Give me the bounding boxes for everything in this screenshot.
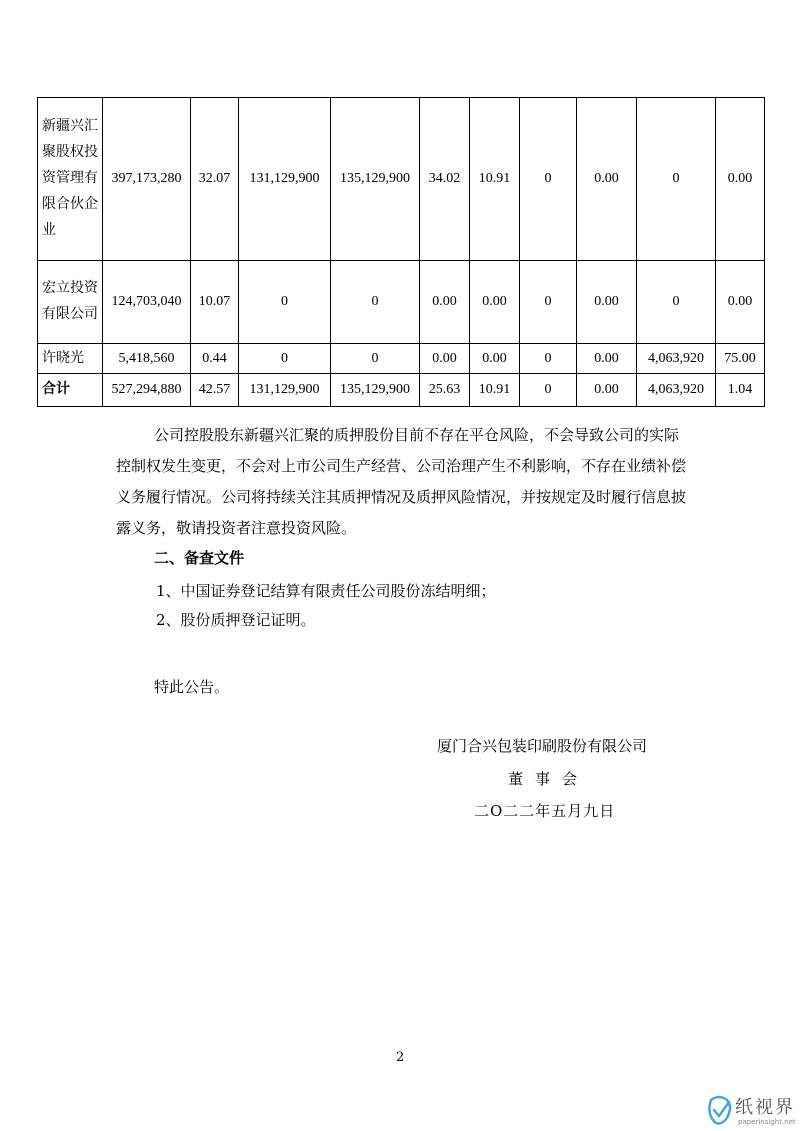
table-cell: 135,129,900 bbox=[331, 374, 420, 407]
table-cell: 135,129,900 bbox=[331, 98, 420, 261]
table-cell: 0.00 bbox=[716, 261, 765, 344]
table-row bbox=[38, 98, 765, 261]
shareholder-name: 宏立投资有限公司 bbox=[38, 261, 103, 344]
watermark-text: 纸视界 bbox=[735, 1097, 795, 1118]
table-cell: 4,063,920 bbox=[637, 374, 716, 407]
table-cell: 42.57 bbox=[191, 374, 239, 407]
table-row bbox=[38, 374, 765, 407]
table-cell: 0.00 bbox=[420, 344, 470, 374]
shareholder-name: 合计 bbox=[38, 374, 103, 407]
page-number: 2 bbox=[396, 1050, 405, 1065]
table-cell: 0.00 bbox=[577, 344, 637, 374]
shareholder-name: 许晓光 bbox=[38, 344, 103, 374]
list-item: 1、中国证券登记结算有限责任公司股份冻结明细； bbox=[156, 582, 496, 600]
table-cell: 397,173,280 bbox=[103, 98, 191, 261]
table-cell: 25.63 bbox=[420, 374, 470, 407]
table-cell: 0 bbox=[239, 344, 331, 374]
board-name: 董事会 bbox=[508, 770, 590, 788]
table-cell: 124,703,040 bbox=[103, 261, 191, 344]
table-cell: 0.00 bbox=[577, 374, 637, 407]
table-cell: 10.07 bbox=[191, 261, 239, 344]
table-cell: 131,129,900 bbox=[239, 98, 331, 261]
table-cell: 1.04 bbox=[716, 374, 765, 407]
shareholder-name: 新疆兴汇聚股权投资管理有限合伙企业 bbox=[38, 98, 103, 261]
table-cell: 0 bbox=[331, 261, 420, 344]
watermark-url: paperinsight.net bbox=[738, 1118, 796, 1126]
pledge-table bbox=[37, 97, 765, 407]
table-row bbox=[38, 261, 765, 344]
table-cell: 0 bbox=[520, 98, 577, 261]
section-title: 二、备查文件 bbox=[154, 549, 245, 567]
table-cell: 0.44 bbox=[191, 344, 239, 374]
table-cell: 0 bbox=[239, 261, 331, 344]
table-cell: 0.00 bbox=[420, 261, 470, 344]
signature-date: 二O二二年五月九日 bbox=[474, 802, 616, 820]
company-name: 厦门合兴包装印刷股份有限公司 bbox=[437, 737, 648, 755]
list-item: 2、股份质押登记证明。 bbox=[156, 611, 316, 629]
table-cell: 0.00 bbox=[716, 98, 765, 261]
table-cell: 0.00 bbox=[577, 261, 637, 344]
table-cell: 527,294,880 bbox=[103, 374, 191, 407]
table-cell: 0 bbox=[331, 344, 420, 374]
table-cell: 0 bbox=[520, 374, 577, 407]
table-cell: 0 bbox=[520, 344, 577, 374]
table-cell: 10.91 bbox=[470, 374, 520, 407]
table-cell: 75.00 bbox=[716, 344, 765, 374]
table-cell: 131,129,900 bbox=[239, 374, 331, 407]
table-cell: 0 bbox=[637, 261, 716, 344]
table-cell: 0 bbox=[520, 261, 577, 344]
table-cell: 32.07 bbox=[191, 98, 239, 261]
table-cell: 34.02 bbox=[420, 98, 470, 261]
table-cell: 4,063,920 bbox=[637, 344, 716, 374]
risk-paragraph: 公司控股股东新疆兴汇聚的质押股份目前不存在平仓风险，不会导致公司的实际控制权发生变更，不会对上市公司生产经营、公司治理产生不利影响，不存在业绩补偿义务履行情况。公司将持续关注其质押情况及质押风险情况，并按规定及时履行信息披露义务，敬请投资者注意投资风险。 bbox=[116, 426, 687, 537]
table-cell: 5,418,560 bbox=[103, 344, 191, 374]
table-row bbox=[38, 344, 765, 374]
closing-text: 特此公告。 bbox=[154, 678, 230, 696]
table-cell: 0.00 bbox=[470, 344, 520, 374]
table-cell: 10.91 bbox=[470, 98, 520, 261]
table-cell: 0.00 bbox=[470, 261, 520, 344]
table-cell: 0 bbox=[637, 98, 716, 261]
table-cell: 0.00 bbox=[577, 98, 637, 261]
